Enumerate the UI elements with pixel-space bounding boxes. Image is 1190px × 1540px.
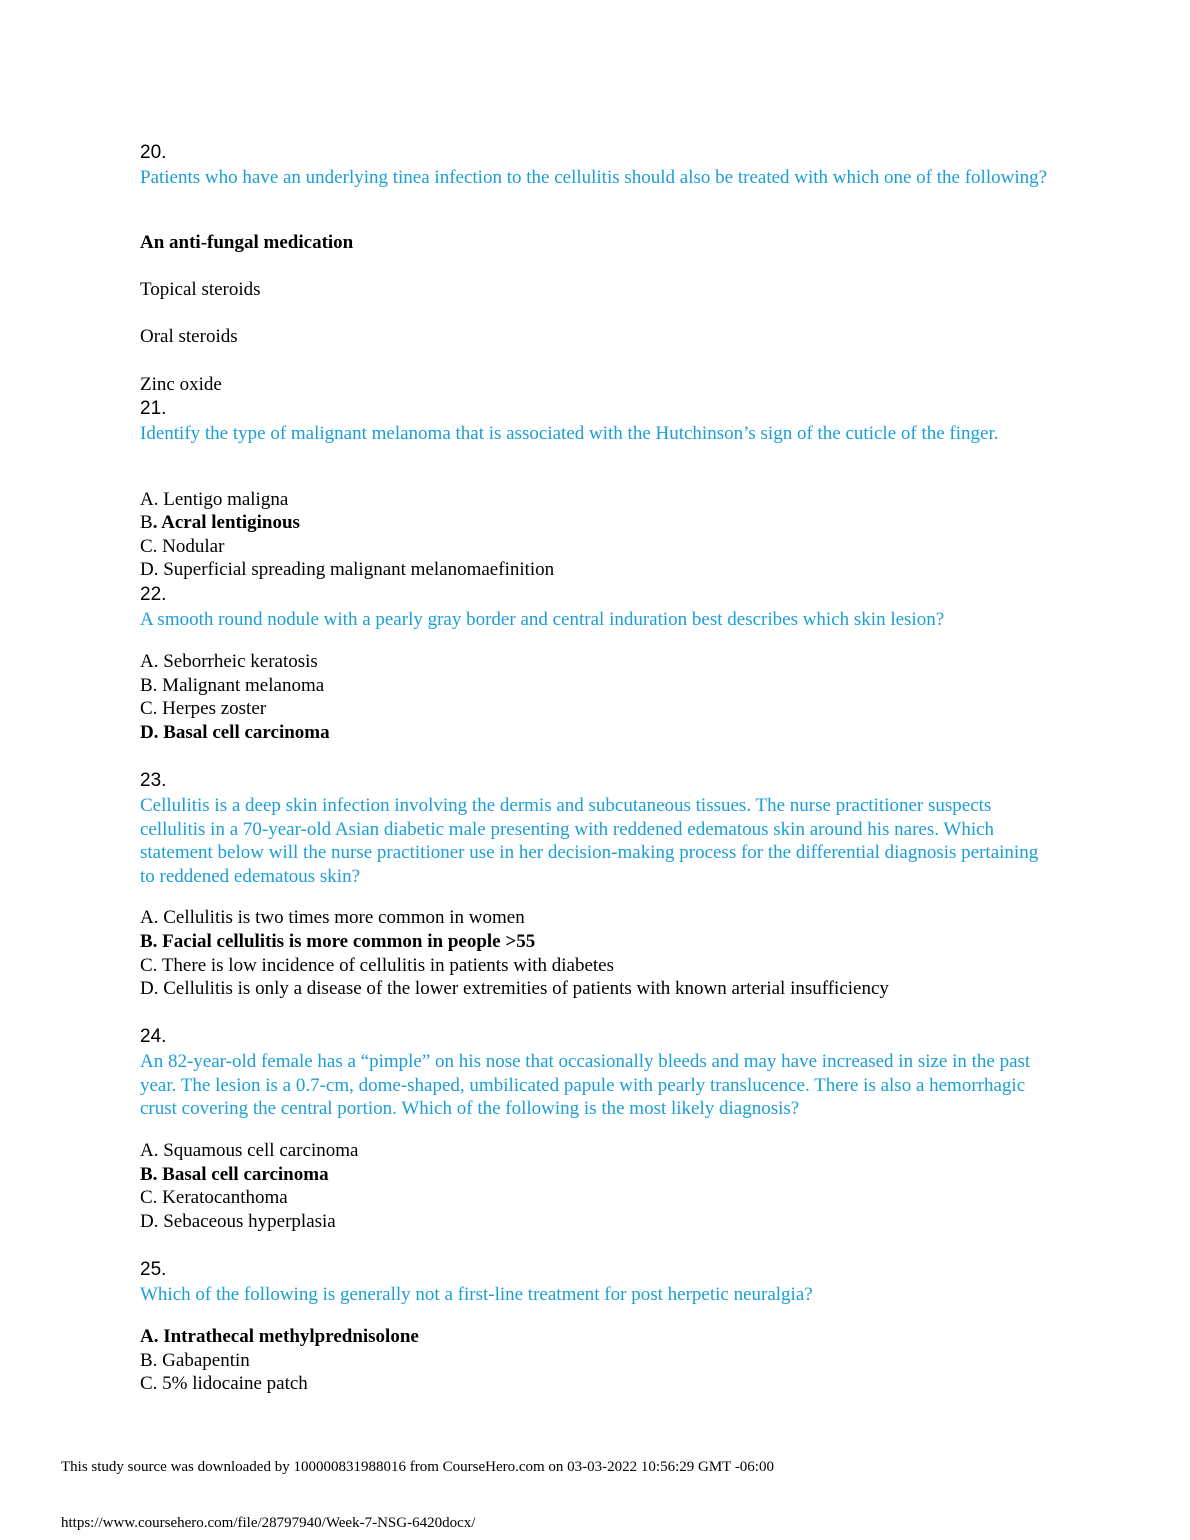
question-22-option-d: D. Basal cell carcinoma xyxy=(140,722,330,743)
question-25-number: 25. xyxy=(140,1259,167,1280)
footer-url[interactable]: https://www.coursehero.com/file/28797940/Week-7-NSG-6420docx/ xyxy=(61,1515,476,1531)
question-21-option-c: C. Nodular xyxy=(140,536,225,557)
question-24-option-d: D. Sebaceous hyperplasia xyxy=(140,1211,336,1232)
question-23-option-d: D. Cellulitis is only a disease of the lower extremities of patients with known arterial insufficiency xyxy=(140,978,889,999)
question-25-option-a: A. Intrathecal methylprednisolone xyxy=(140,1326,419,1347)
question-25-option-c: C. 5% lidocaine patch xyxy=(140,1373,308,1394)
question-24-number: 24. xyxy=(140,1026,167,1047)
question-20-option-c: Oral steroids xyxy=(140,326,238,347)
footer-source-line: This study source was downloaded by 100000831988016 from CourseHero.com on 03-03-2022 10:56:29 GMT -06:00 xyxy=(61,1459,774,1475)
question-22-option-c: C. Herpes zoster xyxy=(140,698,267,719)
question-23-text: Cellulitis is a deep skin infection involving the dermis and subcutaneous tissues. The nurse practitioner suspects cellulitis in a 70-year-old Asian diabetic male presenting with reddened edematous skin around his nares. Which statement below will the nurse practitioner use in her decision-making process for the differential diagnosis pertaining to reddened edematous skin? xyxy=(140,795,1039,887)
question-21-option-a: A. Lentigo maligna xyxy=(140,489,289,510)
question-22-text: A smooth round nodule with a pearly gray border and central induration best describes which skin lesion? xyxy=(140,609,945,630)
question-20-option-a: An anti-fungal medication xyxy=(140,232,354,253)
question-24-text: An 82-year-old female has a “pimple” on his nose that occasionally bleeds and may have increased in size in the past year. The lesion is a 0.7-cm, dome-shaped, umbilicated papule with pearly translucence. There is also a hemorrhagic crust covering the central portion. Which of the following is the most likely diagnosis? xyxy=(140,1051,1031,1119)
option-b-answer: . Acral lentiginous xyxy=(152,512,300,533)
question-23-number: 23. xyxy=(140,770,167,791)
question-24-option-c: C. Keratocanthoma xyxy=(140,1187,288,1208)
question-23-option-b: B. Facial cellulitis is more common in people >55 xyxy=(140,931,536,952)
question-21-text: Identify the type of malignant melanoma that is associated with the Hutchinson’s sign of the cuticle of the finger. xyxy=(140,423,999,444)
question-24-option-a: A. Squamous cell carcinoma xyxy=(140,1140,359,1161)
option-b-letter: B xyxy=(140,512,153,533)
question-25-option-b: B. Gabapentin xyxy=(140,1350,250,1371)
question-21-number: 21. xyxy=(140,398,167,419)
question-21-option-d: D. Superficial spreading malignant melanomaefinition xyxy=(140,559,555,580)
question-22-option-a: A. Seborrheic keratosis xyxy=(140,651,318,672)
question-20-option-d: Zinc oxide xyxy=(140,374,222,395)
question-23-option-a: A. Cellulitis is two times more common in women xyxy=(140,907,525,928)
question-23-option-c: C. There is low incidence of cellulitis in patients with diabetes xyxy=(140,955,615,976)
question-25-text: Which of the following is generally not a first-line treatment for post herpetic neuralgia? xyxy=(140,1284,813,1305)
question-20-number: 20. xyxy=(140,142,167,163)
question-24-option-b: B. Basal cell carcinoma xyxy=(140,1164,329,1185)
question-21-option-b xyxy=(140,512,300,534)
question-22-number: 22. xyxy=(140,584,167,605)
question-20-text: Patients who have an underlying tinea infection to the cellulitis should also be treated with which one of the following? xyxy=(140,167,1048,188)
question-20-option-b: Topical steroids xyxy=(140,279,261,300)
question-22-option-b: B. Malignant melanoma xyxy=(140,675,325,696)
